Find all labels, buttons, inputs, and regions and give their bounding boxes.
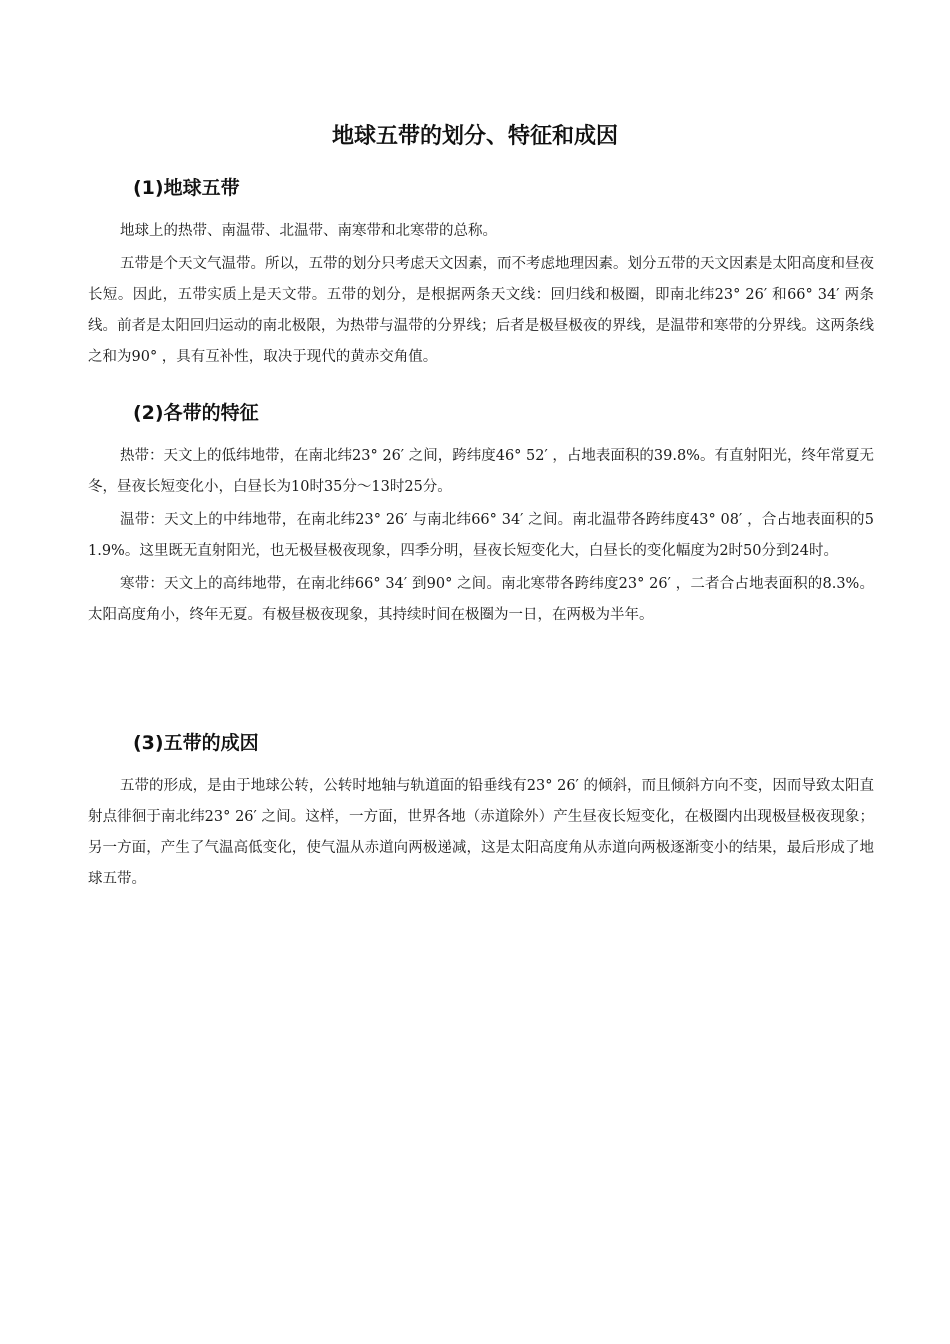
paragraph: 地球上的热带、南温带、北温带、南寒带和北寒带的总称。	[120, 223, 497, 239]
section-body	[88, 216, 874, 373]
paragraph: 五带是个天文气温带。所以，五带的划分只考虑天文因素，而不考虑地理因素。划分五带的天文因素是太阳高度和昼夜长短。因此，五带实质上是天文带。五带的划分，是根据两条天文线：回归线和极圈，即南北纬23° 26′ 和66° 34′ 两条线。前者是太阳回归运动的南北极限，为热带与温带的分界线；后者是极昼极夜的界线，是温带和寒带的分界线。这两条线之和为90° ，具有互补性，取决于现代的黄赤交角值。	[88, 256, 874, 365]
paragraph-temperate-zone: 温带：天文上的中纬地带，在南北纬23° 26′ 与南北纬66° 34′ 之间。南北温带各跨纬度43° 08′ ，合占地表面积的51.9%。这里既无直射阳光，也无极昼极夜现象，四季分明，昼夜长短变化大，白昼长的变化幅度为2时50分到24时。	[88, 512, 874, 559]
paragraph-frigid-zone: 寒带：天文上的高纬地带，在南北纬66° 34′ 到90° 之间。南北寒带各跨纬度23° 26′ ，二者合占地表面积的8.3%。太阳高度角小，终年无夏。有极昼极夜现象，其持续时间在极圈为一日，在两极为半年。	[88, 576, 874, 623]
section-five-zones	[88, 172, 874, 373]
page-title: 地球五带的划分、特征和成因	[331, 124, 618, 149]
paragraph: 五带的形成，是由于地球公转，公转时地轴与轨道面的铅垂线有23° 26′ 的倾斜，而且倾斜方向不变，因而导致太阳直射点徘徊于南北纬23° 26′ 之间。这样，一方面，世界各地（赤道除外）产生昼夜长短变化，在极圈内出现极昼极夜现象；另一方面，产生了气温高低变化，使气温从赤道向两极递减，这是太阳高度角从赤道向两极逐渐变小的结果，最后形成了地球五带。	[88, 778, 874, 887]
section-heading: (2)各带的特征	[133, 402, 259, 424]
section-heading: (1)地球五带	[133, 177, 240, 199]
section-body	[88, 441, 874, 631]
paragraph-tropical-zone: 热带：天文上的低纬地带，在南北纬23° 26′ 之间，跨纬度46° 52′ ，占地表面积的39.8%。有直射阳光，终年常夏无冬，昼夜长短变化小，白昼长为10时35分～13时25分。	[88, 448, 874, 495]
section-heading: (3)五带的成因	[133, 732, 259, 754]
section-zone-causes	[88, 727, 874, 895]
section-zone-characteristics	[88, 397, 874, 631]
section-body	[88, 771, 874, 895]
